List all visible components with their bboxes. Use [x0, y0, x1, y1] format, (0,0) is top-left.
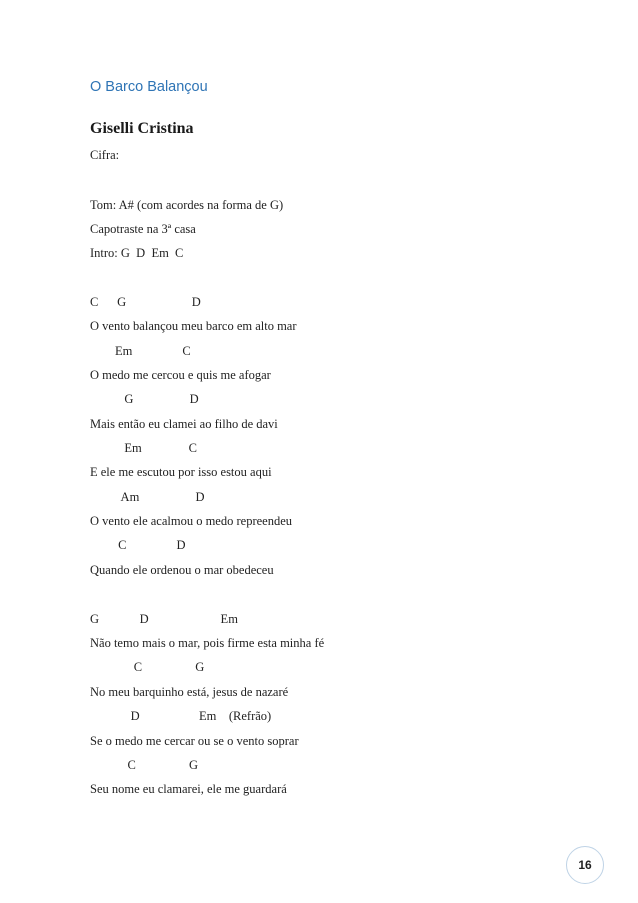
lyric-line: O medo me cercou e quis me afogar	[90, 368, 271, 382]
chord-line: G D Em	[90, 612, 238, 626]
chord-line: D Em (Refrão)	[90, 709, 272, 723]
lyric-line: Se o medo me cercar ou se o vento soprar	[90, 734, 299, 748]
capotraste-line: Capotraste na 3ª casa	[90, 222, 196, 236]
chord-line: C G D	[90, 295, 201, 309]
chord-line: C D	[90, 538, 186, 552]
chord-line: Am D	[90, 490, 205, 504]
tom-line: Tom: A# (com acordes na forma de G)	[90, 198, 284, 212]
lyric-line: O vento balançou meu barco em alto mar	[90, 319, 297, 333]
lyric-line: Quando ele ordenou o mar obedeceu	[90, 563, 274, 577]
chord-line: C G	[90, 758, 198, 772]
page-number-badge	[566, 846, 604, 884]
chord-line: Em C	[90, 441, 197, 455]
artist-name: Giselli Cristina	[90, 120, 194, 137]
lyric-line: No meu barquinho está, jesus de nazaré	[90, 685, 289, 699]
lyric-line: O vento ele acalmou o medo repreendeu	[90, 514, 292, 528]
lyric-line: Seu nome eu clamarei, ele me guardará	[90, 782, 287, 796]
lyric-line: Não temo mais o mar, pois firme esta minha fé	[90, 636, 325, 650]
lyric-line: Mais então eu clamei ao filho de davi	[90, 417, 278, 431]
chord-line: Em C	[90, 344, 191, 358]
page-number: 16	[578, 858, 592, 872]
intro-line: Intro: G D Em C	[90, 246, 184, 260]
chord-line: G D	[90, 392, 199, 406]
chord-line: C G	[90, 660, 205, 674]
song-title: O Barco Balançou	[90, 79, 208, 95]
cifra-label: Cifra:	[90, 148, 120, 162]
lyric-line: E ele me escutou por isso estou aqui	[90, 465, 272, 479]
